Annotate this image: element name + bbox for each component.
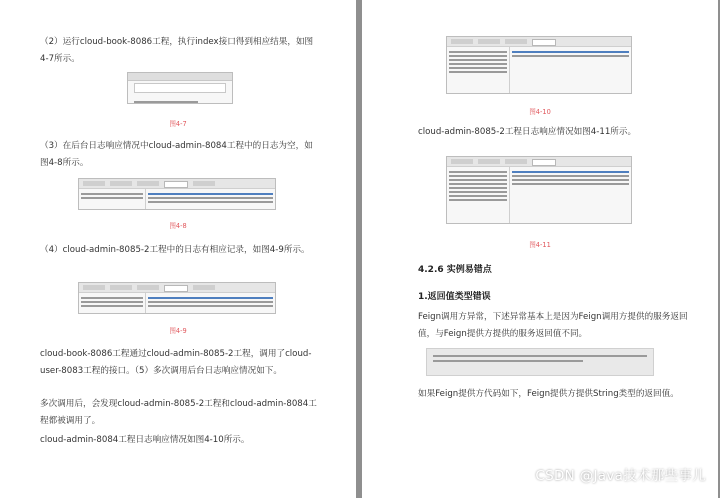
paragraph-log-8085-records: （4）cloud-admin-8085-2工程中的日志有相应记录，如图4-9所示。 <box>40 245 310 255</box>
paragraph-multiple-calls: 多次调用后，会发现cloud-admin-8085-2工程和cloud-admin-8084工程都被调用了。 <box>40 399 317 426</box>
browser-address-bar <box>134 83 226 93</box>
caption-4-9: 图4-9 <box>169 327 187 335</box>
section-heading: 4.2.6 实例易错点 <box>418 265 492 275</box>
caption-4-7: 图4-7 <box>169 120 187 128</box>
caption-4-10: 图4-10 <box>529 108 551 116</box>
paragraph-log-8085-ref: cloud-admin-8085-2工程日志响应情况如图4-11所示。 <box>418 127 637 137</box>
console-tab-bar <box>447 157 631 167</box>
browser-content <box>128 95 232 109</box>
paragraph-feign-provider: 如果Feign提供方代码如下，Feign提供方提供String类型的返回值。 <box>418 389 679 399</box>
subsection-heading: 1.返回值类型错误 <box>418 292 491 302</box>
csdn-watermark: CSDN @Java技术那些事儿 <box>535 468 706 484</box>
figure-4-11-console <box>446 156 632 224</box>
figure-4-7-browser <box>127 72 233 104</box>
paragraph-log-8084-empty: （3）在后台日志响应情况中cloud-admin-8084工程中的日志为空，如图4-8所示。 <box>40 141 313 168</box>
paragraph-call-chain: cloud-book-8086工程通过cloud-admin-8085-2工程，调用了cloud-user-8083工程的接口。（5）多次调用后台日志响应情况如下。 <box>40 349 312 376</box>
caption-4-11: 图4-11 <box>529 241 551 249</box>
figure-4-9-console <box>78 282 276 314</box>
exception-screenshot <box>426 348 654 376</box>
left-page <box>0 0 356 498</box>
caption-4-8: 图4-8 <box>169 222 187 230</box>
paragraph-log-8084-ref: cloud-admin-8084工程日志响应情况如图4-10所示。 <box>40 435 250 445</box>
right-page <box>362 0 718 498</box>
console-tab-bar <box>79 179 275 189</box>
browser-tab-bar <box>128 73 232 81</box>
figure-4-8-console <box>78 178 276 210</box>
figure-4-10-console <box>446 36 632 94</box>
console-tab-bar <box>79 283 275 293</box>
paragraph-feign-exception: Feign调用方异常，下述异常基本上是因为Feign调用方提供的服务返回值，与Feign提供方提供的服务返回值不同。 <box>418 312 688 339</box>
console-tab-bar <box>447 37 631 47</box>
paragraph-run-book: （2）运行cloud-book-8086工程，执行index接口得到相应结果，如图4-7所示。 <box>40 37 314 64</box>
